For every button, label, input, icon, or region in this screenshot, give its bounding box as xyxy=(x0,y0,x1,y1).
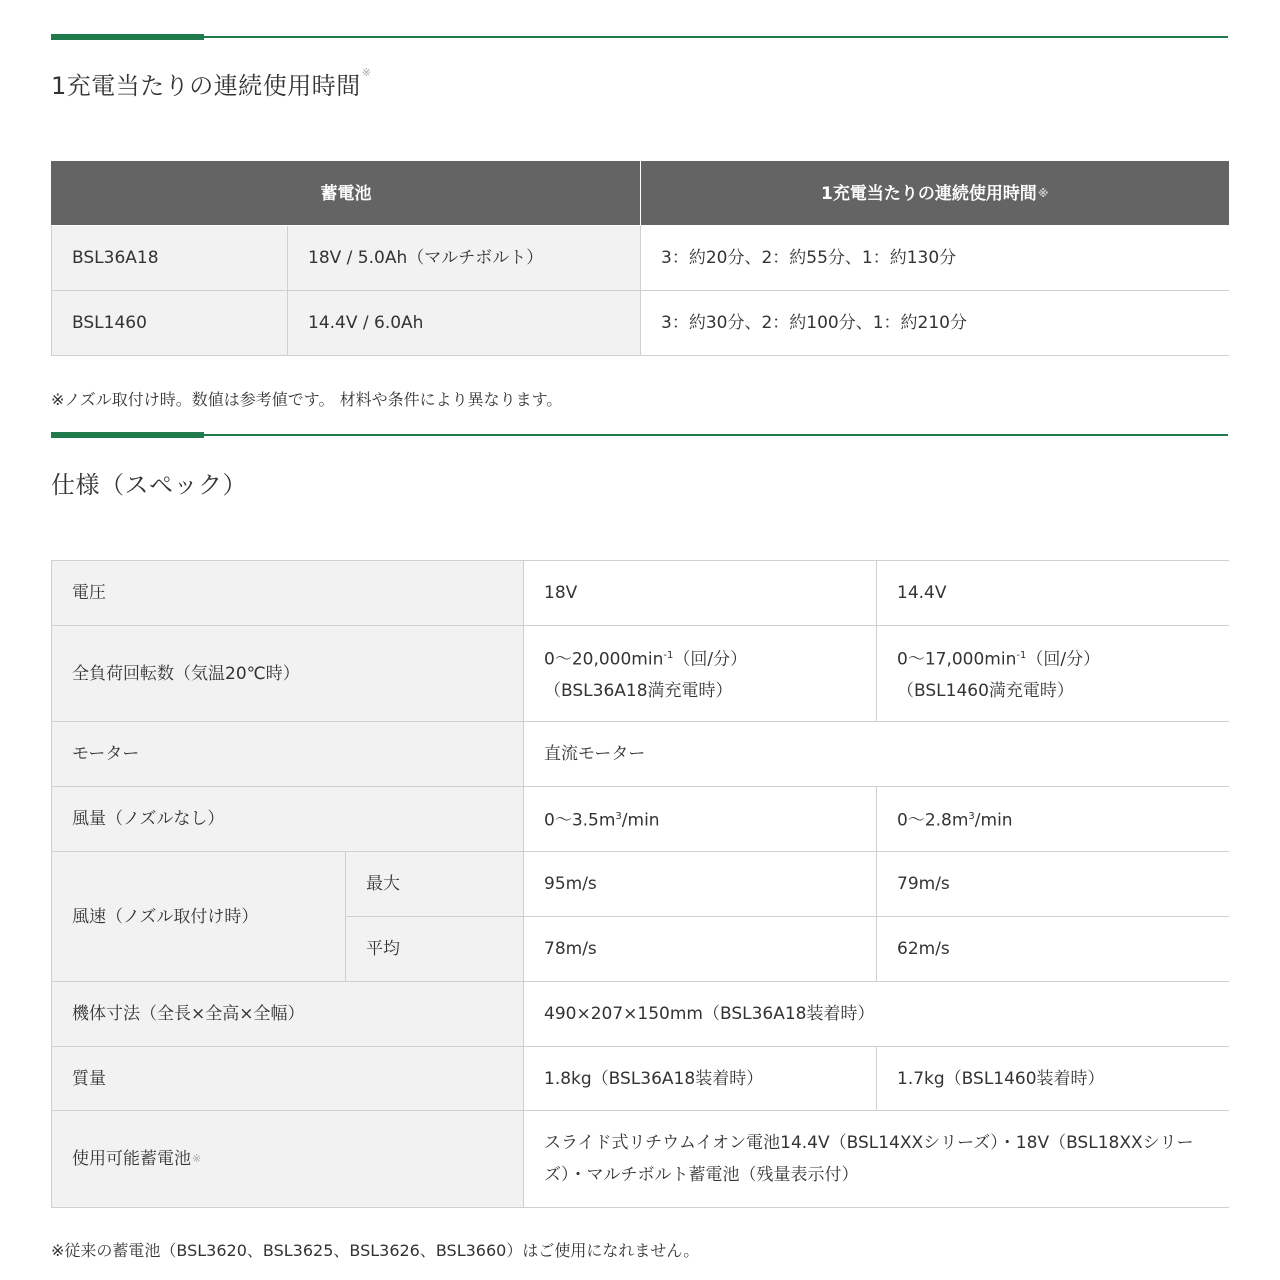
table-row xyxy=(52,226,1229,291)
table-row xyxy=(52,1111,1229,1208)
table-row xyxy=(52,787,1229,852)
battery-label-text: 使用可能蓄電池 xyxy=(72,1149,191,1169)
spec-value: 18V xyxy=(524,561,877,626)
spec-section-title: 仕様（スペック） xyxy=(51,471,247,499)
spec-value: 直流モーター xyxy=(524,722,1229,787)
spec-value: 490×207×150mm（BSL36A18装着時） xyxy=(524,982,1229,1047)
airflow-value: 0～2.8m xyxy=(897,810,969,831)
runtime-table xyxy=(51,161,1229,356)
airflow-exponent: 3 xyxy=(615,811,622,823)
spec-sublabel-avg: 平均 xyxy=(346,917,524,982)
spec-value: 78m/s xyxy=(524,917,877,982)
spec-label-rpm: 全負荷回転数（気温20℃時） xyxy=(52,626,524,722)
spec-value: 79m/s xyxy=(877,852,1229,917)
spec-table xyxy=(51,560,1229,1208)
spec-label-airflow: 風量（ノズルなし） xyxy=(52,787,524,852)
table-row xyxy=(52,1047,1229,1111)
rpm-unit: （回/分） xyxy=(1026,649,1101,670)
section-divider-accent xyxy=(51,34,204,40)
spec-value: スライド式リチウムイオン電池14.4V（BSL14XXシリーズ）・18V（BSL18XXシリーズ）・マルチボルト蓄電池（残量表示付） xyxy=(524,1111,1229,1208)
airflow-unit: /min xyxy=(974,810,1013,831)
spec-value xyxy=(877,626,1229,722)
rpm-value: 0～17,000min xyxy=(897,649,1017,670)
section-divider-accent xyxy=(51,432,204,438)
table-row xyxy=(52,561,1229,626)
rpm-condition: （BSL1460満充電時） xyxy=(897,681,1074,702)
header-runtime-mark: ※ xyxy=(1037,186,1049,200)
spec-value xyxy=(877,787,1229,852)
spec-label-battery xyxy=(52,1111,524,1208)
spec-label-voltage: 電圧 xyxy=(52,561,524,626)
battery-label-mark: ※ xyxy=(192,1152,202,1165)
battery-model: BSL36A18 xyxy=(52,226,288,291)
battery-spec: 18V / 5.0Ah（マルチボルト） xyxy=(288,226,641,291)
table-row xyxy=(52,852,1229,917)
spec-value: 14.4V xyxy=(877,561,1229,626)
rpm-exponent: -1 xyxy=(1016,649,1027,661)
table-row xyxy=(52,722,1229,787)
header-runtime-text: 1充電当たりの連続使用時間 xyxy=(820,183,1037,204)
rpm-line xyxy=(897,640,1209,676)
airflow-value: 0～3.5m xyxy=(544,810,616,831)
spec-label-dimensions: 機体寸法（全長×全高×全幅） xyxy=(52,982,524,1047)
runtime-value: 3：約20分、2：約55分、1：約130分 xyxy=(641,226,1229,291)
spec-label-airspeed: 風速（ノズル取付け時） xyxy=(52,852,346,982)
runtime-section-title xyxy=(51,66,372,101)
spec-value: 1.7kg（BSL1460装着時） xyxy=(877,1047,1229,1111)
runtime-table-header xyxy=(52,162,1229,226)
spec-value xyxy=(524,787,877,852)
airflow-unit: /min xyxy=(621,810,660,831)
battery-spec: 14.4V / 6.0Ah xyxy=(288,291,641,356)
runtime-title-mark: ※ xyxy=(361,66,372,79)
runtime-value: 3：約30分、2：約100分、1：約210分 xyxy=(641,291,1229,356)
spec-value: 62m/s xyxy=(877,917,1229,982)
spec-value: 1.8kg（BSL36A18装着時） xyxy=(524,1047,877,1111)
header-battery: 蓄電池 xyxy=(52,162,641,226)
spec-value: 95m/s xyxy=(524,852,877,917)
spec-label-mass: 質量 xyxy=(52,1047,524,1111)
spec-label-motor: モーター xyxy=(52,722,524,787)
runtime-title-text: 1充電当たりの連続使用時間 xyxy=(51,72,361,100)
runtime-note: ※ノズル取付け時。数値は参考値です。 材料や条件により異なります。 xyxy=(51,390,563,409)
spec-note: ※従来の蓄電池（BSL3620、BSL3625、BSL3626、BSL3660）はご使用になれません。 xyxy=(51,1241,700,1260)
spec-sublabel-max: 最大 xyxy=(346,852,524,917)
rpm-condition: （BSL36A18満充電時） xyxy=(544,681,733,702)
rpm-line xyxy=(544,640,856,676)
table-row xyxy=(52,626,1229,722)
rpm-exponent: -1 xyxy=(663,649,674,661)
spec-value xyxy=(524,626,877,722)
section-divider xyxy=(51,434,1228,436)
table-row xyxy=(52,291,1229,356)
table-row xyxy=(52,982,1229,1047)
airflow-exponent: 3 xyxy=(968,811,975,823)
rpm-value: 0～20,000min xyxy=(544,649,664,670)
rpm-unit: （回/分） xyxy=(673,649,748,670)
section-divider xyxy=(51,36,1228,38)
battery-model: BSL1460 xyxy=(52,291,288,356)
header-runtime xyxy=(641,162,1229,226)
